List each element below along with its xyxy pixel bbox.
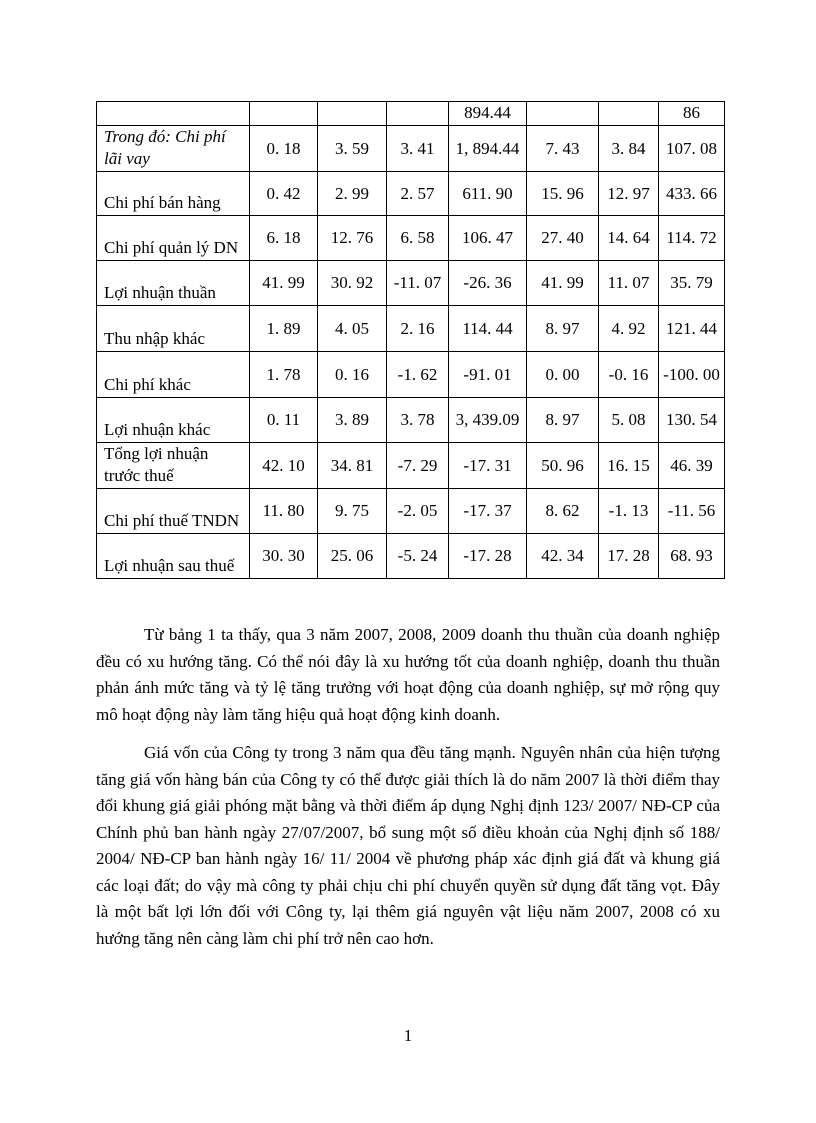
table-cell: 30. 92 [318, 261, 387, 306]
table-cell: 11. 80 [250, 489, 318, 534]
body-text [96, 622, 720, 964]
table-cell: -100. 00 [659, 352, 725, 398]
table-cell: 9. 75 [318, 489, 387, 534]
table-cell: 1. 89 [250, 306, 318, 352]
table-row [97, 216, 725, 261]
table-cell: 4. 05 [318, 306, 387, 352]
table-cell: 6. 18 [250, 216, 318, 261]
table-cell: 3, 439.09 [449, 398, 527, 443]
row-label: Thu nhập khác [97, 306, 250, 352]
table-cell: -17. 37 [449, 489, 527, 534]
table-cell [318, 102, 387, 126]
row-label: Chi phí quản lý DN [97, 216, 250, 261]
table-cell: 14. 64 [599, 216, 659, 261]
table-cell [599, 102, 659, 126]
table-cell: 15. 96 [527, 172, 599, 216]
table-cell: 3. 78 [387, 398, 449, 443]
row-label: Chi phí khác [97, 352, 250, 398]
table-cell: 8. 97 [527, 306, 599, 352]
table-cell: 1, 894.44 [449, 126, 527, 172]
paragraph: Giá vốn của Công ty trong 3 năm qua đều tăng mạnh. Nguyên nhân của hiện tượng tăng giá vốn hàng bán của Công ty có thể được giải thích là do năm 2007 là thời điểm thay đổi khung giá giải phóng mặt bằng và thời điểm áp dụng Nghị định 123/ 2007/ NĐ-CP của Chính phủ ban hành ngày 27/07/2007, bổ sung một số điều khoản của Nghị định số 188/ 2004/ NĐ-CP ban hành ngày 16/ 11/ 2004 về phương pháp xác định giá đất và khung giá các loại đất; do vậy mà công ty phải chịu chi phí chuyển quyền sử dụng đất tăng vọt. Đây là một bất lợi lớn đối với Công ty, lại thêm giá nguyên vật liệu năm 2007, 2008 có xu hướng tăng nên càng làm chi phí trở nên cao hơn. [96, 743, 720, 948]
table-cell: 50. 96 [527, 443, 599, 489]
table-cell: 41. 99 [527, 261, 599, 306]
table-cell: 8. 62 [527, 489, 599, 534]
table-cell: 114. 44 [449, 306, 527, 352]
table-cell [250, 102, 318, 126]
table-cell: 0. 18 [250, 126, 318, 172]
table-cell: 114. 72 [659, 216, 725, 261]
table-row [97, 261, 725, 306]
table-cell: 42. 10 [250, 443, 318, 489]
row-label: Lợi nhuận thuần [97, 261, 250, 306]
table-row [97, 534, 725, 579]
table-cell: 35. 79 [659, 261, 725, 306]
table-cell: -2. 05 [387, 489, 449, 534]
table-cell: -0. 16 [599, 352, 659, 398]
table-cell: 130. 54 [659, 398, 725, 443]
table-row [97, 102, 725, 126]
table-cell: 25. 06 [318, 534, 387, 579]
table-row [97, 306, 725, 352]
table-cell: -5. 24 [387, 534, 449, 579]
table-cell: 12. 97 [599, 172, 659, 216]
table-cell: 41. 99 [250, 261, 318, 306]
table-cell: -11. 56 [659, 489, 725, 534]
paragraph: Từ bảng 1 ta thấy, qua 3 năm 2007, 2008, 2009 doanh thu thuần của doanh nghiệp đều có xu hướng tăng. Có thể nói đây là xu hướng tốt của doanh nghiệp, doanh thu thuần phản ánh mức tăng và tỷ lệ tăng trưởng với hoạt động của doanh nghiệp, sự mở rộng quy mô hoạt động này làm tăng hiệu quả hoạt động kinh doanh. [96, 625, 720, 724]
table-row [97, 398, 725, 443]
table-cell: 0. 16 [318, 352, 387, 398]
table-cell: 42. 34 [527, 534, 599, 579]
table-cell [387, 102, 449, 126]
row-label: Chi phí bán hàng [97, 172, 250, 216]
table-row [97, 172, 725, 216]
table-cell: 8. 97 [527, 398, 599, 443]
table-row [97, 352, 725, 398]
table-cell: 106. 47 [449, 216, 527, 261]
table-cell: -17. 28 [449, 534, 527, 579]
row-label: Lợi nhuận sau thuế [97, 534, 250, 579]
table-cell: -7. 29 [387, 443, 449, 489]
table-cell: 433. 66 [659, 172, 725, 216]
table-cell: 30. 30 [250, 534, 318, 579]
table-cell: 107. 08 [659, 126, 725, 172]
table-cell: 34. 81 [318, 443, 387, 489]
table-cell: 2. 99 [318, 172, 387, 216]
table-cell: 17. 28 [599, 534, 659, 579]
table-cell: 121. 44 [659, 306, 725, 352]
table-cell: 12. 76 [318, 216, 387, 261]
table-cell: -17. 31 [449, 443, 527, 489]
table-cell: 3. 84 [599, 126, 659, 172]
table-cell: 0. 11 [250, 398, 318, 443]
row-label: Trong đó: Chi phí lãi vay [97, 126, 250, 172]
row-label: Tổng lợi nhuận trước thuế [97, 443, 250, 489]
table-row [97, 443, 725, 489]
table-cell: 86 [659, 102, 725, 126]
financial-table [96, 101, 725, 579]
table-row [97, 489, 725, 534]
table-cell: 611. 90 [449, 172, 527, 216]
table-row [97, 126, 725, 172]
table-cell: -1. 62 [387, 352, 449, 398]
table-cell: 894.44 [449, 102, 527, 126]
table-cell: -91. 01 [449, 352, 527, 398]
table-cell: 0. 00 [527, 352, 599, 398]
row-label: Lợi nhuận khác [97, 398, 250, 443]
table-cell: 2. 57 [387, 172, 449, 216]
table-cell: 4. 92 [599, 306, 659, 352]
table-cell: 27. 40 [527, 216, 599, 261]
table-cell: 3. 59 [318, 126, 387, 172]
row-label [97, 102, 250, 126]
table-cell: 7. 43 [527, 126, 599, 172]
table-cell: 11. 07 [599, 261, 659, 306]
table-cell: 1. 78 [250, 352, 318, 398]
table-cell: 46. 39 [659, 443, 725, 489]
table-cell: 16. 15 [599, 443, 659, 489]
table-cell: 3. 89 [318, 398, 387, 443]
table-cell: 0. 42 [250, 172, 318, 216]
table-cell: 3. 41 [387, 126, 449, 172]
row-label: Chi phí thuế TNDN [97, 489, 250, 534]
table-cell: 6. 58 [387, 216, 449, 261]
table-cell: 2. 16 [387, 306, 449, 352]
table-cell: 68. 93 [659, 534, 725, 579]
table-cell: -26. 36 [449, 261, 527, 306]
page-number: 1 [403, 1026, 413, 1045]
table-cell: 5. 08 [599, 398, 659, 443]
table-cell [527, 102, 599, 126]
table-cell: -1. 13 [599, 489, 659, 534]
table-cell: -11. 07 [387, 261, 449, 306]
